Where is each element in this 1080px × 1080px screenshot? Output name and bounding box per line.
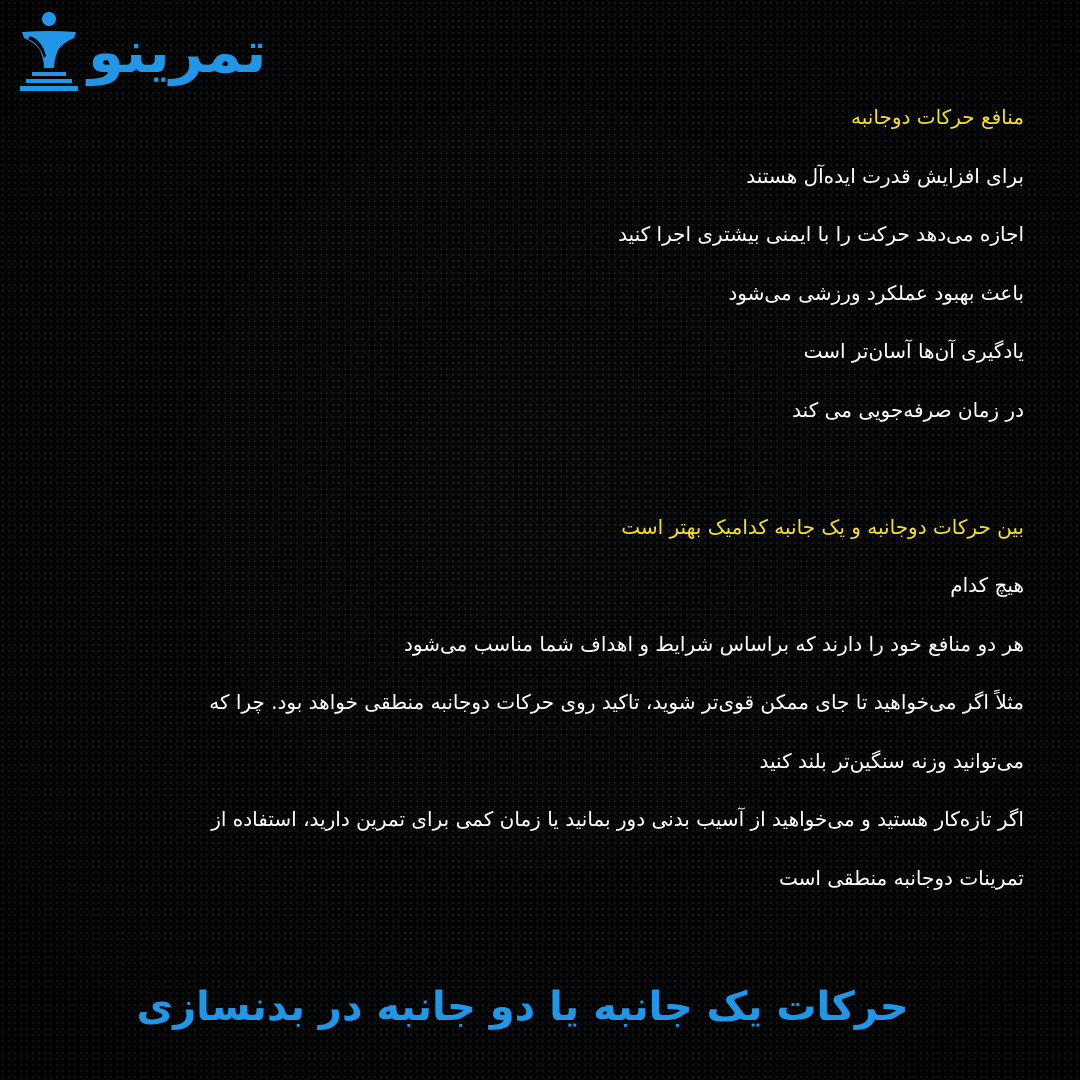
benefit-item: در زمان صرفه‌جویی می کند (792, 397, 1024, 422)
compare-line: می‌توانید وزنه سنگین‌تر بلند کنید (759, 748, 1024, 773)
compare-line: هر دو منافع خود را دارند که براساس شرایط و اهداف شما مناسب می‌شود (404, 631, 1024, 656)
trophy-icon (14, 10, 84, 94)
section-spacer (64, 439, 1024, 498)
main-content (64, 88, 1024, 907)
compare-heading: بین حرکات دوجانبه و یک جانبه کدامیک بهتر است (621, 514, 1024, 539)
benefit-item: اجازه می‌دهد حرکت را با ایمنی بیشتری اجرا کنید (618, 222, 1024, 246)
brand-logo (14, 10, 267, 94)
benefits-heading: منافع حرکات دوجانبه (851, 105, 1024, 129)
compare-line: مثلاً اگر می‌خواهید تا جای ممکن قوی‌تر شوید، تاکید روی حرکات دوجانبه منطقی خواهد بود. چرا که (209, 690, 1024, 714)
logo-text: تمرینو (88, 18, 267, 86)
benefit-item: باعث بهبود عملکرد ورزشی می‌شود (728, 280, 1024, 305)
compare-line: هیچ کدام (950, 573, 1024, 597)
footer-title: حرکات یک جانبه یا دو جانبه در بدنسازی (136, 984, 909, 1030)
compare-line: اگر تازه‌کار هستید و می‌خواهید از آسیب بدنی دور بمانید یا زمان کمی برای تمرین دارید، استفاده از (211, 807, 1024, 831)
benefit-item: برای افزایش قدرت ایده‌آل هستند (746, 163, 1024, 188)
compare-line: تمرینات دوجانبه منطقی است (779, 865, 1024, 890)
benefit-item: یادگیری آن‌ها آسان‌تر است (803, 339, 1024, 363)
